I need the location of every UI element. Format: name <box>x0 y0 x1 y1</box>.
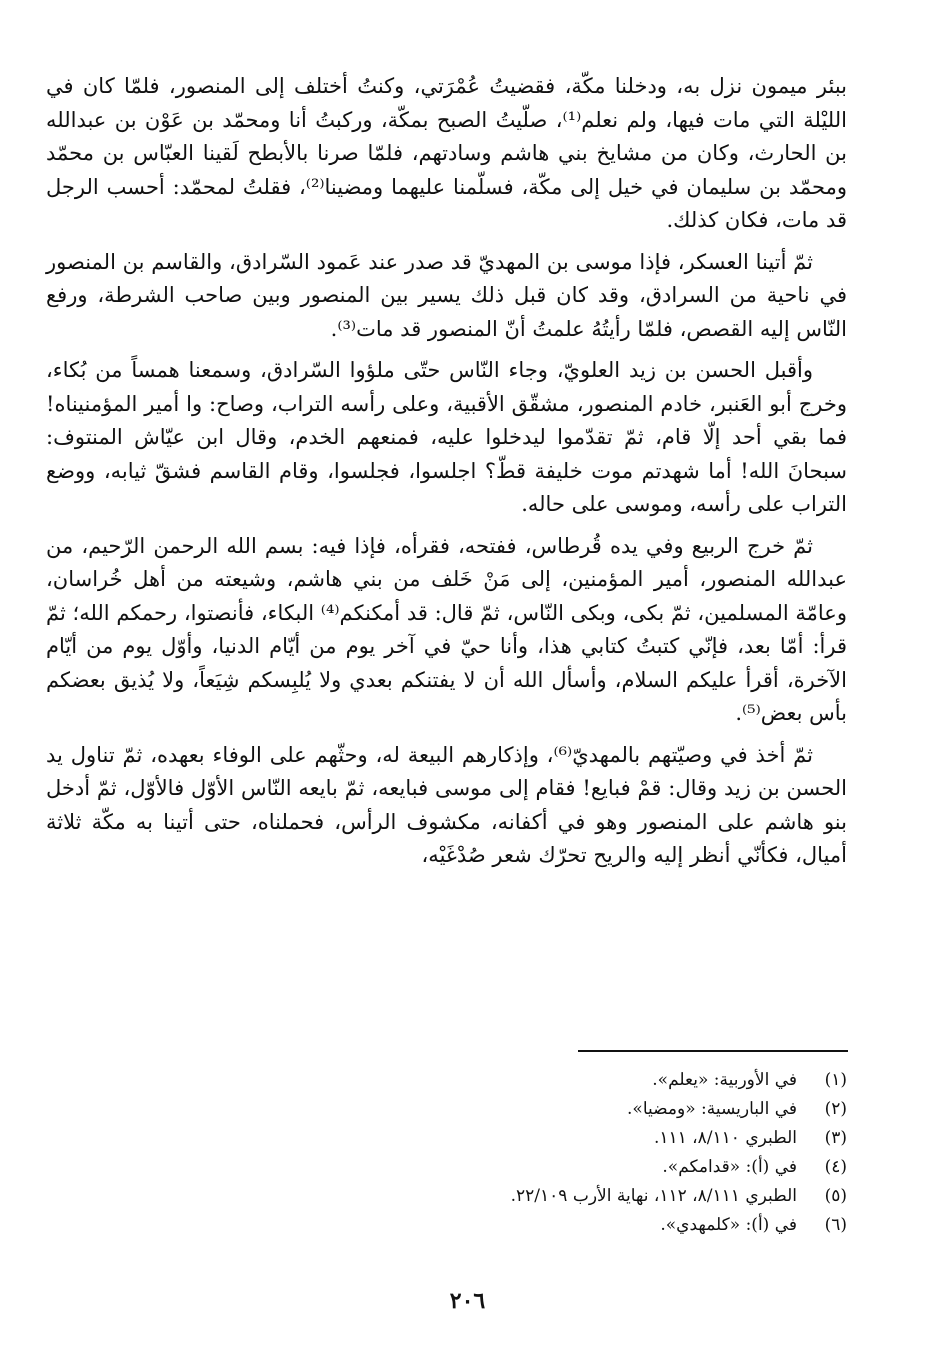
footnotes <box>287 1066 847 1240</box>
footnote-number: (٦) <box>824 1215 847 1235</box>
paragraph-5: ثمّ أخذ في وصيّتهم بالمهديّ⁽⁶⁾، وإذكارهم البيعة له، وحثّهم على الوفاء بعهده، ثمّ تناول يد الحسن بن زيد وقال: قمْ فبايع! فقام إلى موسى فبايعه، ثمّ بايعه النّاس الأوّل فالأوّل، ثمّ أدخل بنو هاشم على المنصور وهو في أكفانه، مكشوف الرأس، فحملناه، حتى أتينا به مكّة ثلاثة أميال، فكأنّي أنظر إليه والريح تحرّك شعر صُدْغَيْه، <box>46 742 847 867</box>
footnote <box>287 1124 847 1153</box>
footnote-number: (٢) <box>824 1099 847 1119</box>
footnote <box>287 1095 847 1124</box>
footnote-text: في (أ): «كلمهدي». <box>660 1215 797 1235</box>
footnote-divider <box>578 1050 848 1052</box>
footnote-text: في الأوربية: «يعلم». <box>652 1070 797 1090</box>
paragraph-4: ثمّ خرج الربيع وفي يده قُرطاس، ففتحه، فقرأه، فإذا فيه: بسم الله الرحمن الرّحيم، من عبدالله المنصور، أمير المؤمنين، إلى مَنْ خَلف من بني هاشم، وشيعته من أهل خُراسان، وعامّة المسلمين، ثمّ بكى، وبكى النّاس، ثمّ قال: قد أمكنكم⁽⁴⁾ البكاء، فأنصتوا، رحمكم الله؛ ثمّ قرأ: أمّا بعد، فإنّي كتبتُ كتابي هذا، وأنا حيّ في آخر يوم من أيّام الدنيا، وأوّل يوم من أيّام الآخرة، أقرأ عليكم السلام، وأسأل الله أن لا يفتنكم بعدي ولا يُلبِسكم شِيَعاً، ولا يُذيق بعضكم بأس بعض⁽⁵⁾. <box>46 533 847 725</box>
footnote-number: (٤) <box>824 1157 847 1177</box>
paragraph-2: ثمّ أتينا العسكر، فإذا موسى بن المهديّ قد صدر عند عَمود السّرادق، والقاسم بن المنصور في ناحية من السرادق، وقد كان قبل ذلك يسير بين المنصور وبين صاحب الشرطة، ورفع النّاس إليه القصص، فلمّا رأيتُهُ علمتُ أنّ المنصور قد مات⁽³⁾. <box>46 249 847 341</box>
footnote <box>287 1182 847 1211</box>
footnote-text: في الباريسية: «ومضيا». <box>627 1099 797 1119</box>
footnote-text: الطبري ٨/١١٠، ١١١. <box>653 1128 797 1148</box>
footnote <box>287 1211 847 1240</box>
footnote-number: (٣) <box>824 1128 847 1148</box>
footnote-text: الطبري ٨/١١١، ١١٢، نهاية الأرب ٢٢/١٠٩. <box>510 1186 797 1206</box>
page-number: ٢٠٦ <box>449 1288 486 1314</box>
paragraph-1: ببئر ميمون نزل به، ودخلنا مكّة، فقضيتُ عُمْرَتي، وكنتُ أختلف إلى المنصور، فلمّا كان في الليْلة التي مات فيها، ولم نعلم⁽¹⁾، صلّيتُ الصبح بمكّة، وركبتُ أنا ومحمّد بن عَوْن بن عبدالله بن الحارث، وكان من مشايخ بني هاشم وسادتهم، فلمّا صرنا بالأبطح لَقينا العبّاس بن محمّد ومحمّد بن سليمان في خيل إلى مكّة، فسلّمنا عليهما ومضينا⁽²⁾، فقلتُ لمحمّد: أحسب الرجل قد مات، فكان كذلك. <box>46 74 847 232</box>
footnote-number: (٥) <box>824 1186 847 1206</box>
paragraph-3: وأقبل الحسن بن زيد العلويّ، وجاء النّاس حتّى ملؤوا السّرادق، وسمعنا همساً من بُكاء، وخرج أبو العَنبر، خادم المنصور، مشقّق الأقبية، وعلى رأسه التراب، وصاح: وا أمير المؤمنيناه! فما بقي أحد إلّا قام، ثمّ تقدّموا ليدخلوا عليه، فمنعهم الخدم، وقال ابن عيّاش المنتوف: سبحانَ الله! أما شهدتم موت خليفة قطّ؟ اجلسوا، فجلسوا، وقام القاسم فشقّ ثيابه، ووضع التراب على رأسه، وموسى على حاله. <box>46 358 847 516</box>
footnote-number: (١) <box>824 1070 847 1090</box>
footnote <box>287 1066 847 1095</box>
footnote-text: في (أ): «قدامكم». <box>662 1157 797 1177</box>
footnote <box>287 1153 847 1182</box>
main-text <box>46 70 847 873</box>
